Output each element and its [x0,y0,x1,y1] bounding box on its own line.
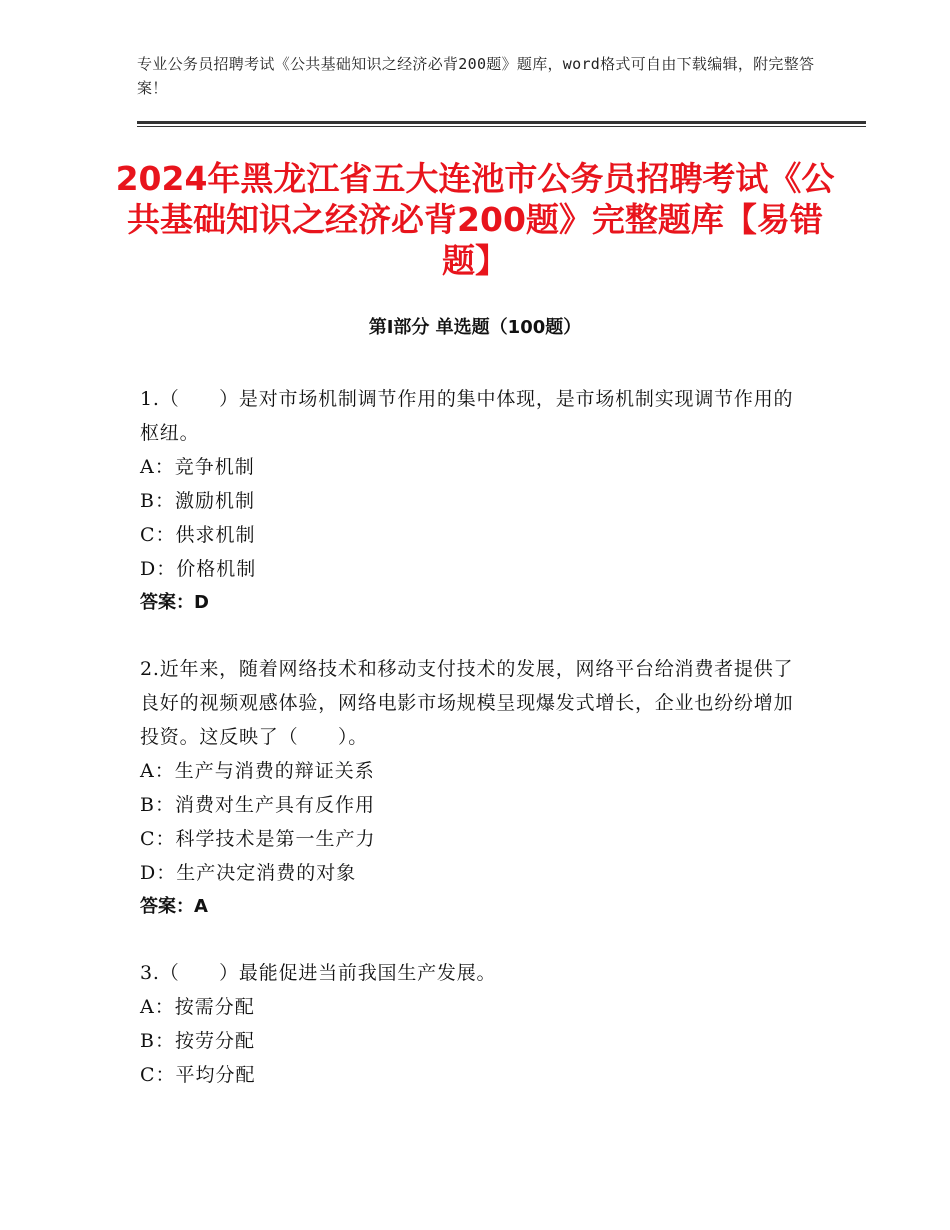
question-list [140,382,800,1124]
option-a: A：按需分配 [140,996,255,1018]
option-d: D：生产决定消费的对象 [140,862,357,884]
header-note: 专业公务员招聘考试《公共基础知识之经济必背200题》题库，word格式可自由下载编辑，附完整答案！ [137,55,815,97]
section-title: 第I部分 单选题（100题） [368,317,582,338]
question-2 [140,652,800,924]
header-divider-thick [137,121,866,124]
answer-label: 答案：D [140,592,209,613]
option-a: A：竞争机制 [140,456,255,478]
option-c: C：供求机制 [140,524,256,546]
question-stem: 1.（ ）是对市场机制调节作用的集中体现，是市场机制实现调节作用的枢纽。 [140,388,794,444]
question-1 [140,382,800,620]
option-b: B：消费对生产具有反作用 [140,794,375,816]
option-c: C：平均分配 [140,1064,256,1086]
option-a: A：生产与消费的辩证关系 [140,760,375,782]
answer-label: 答案：A [140,896,208,917]
question-stem: 3.（ ）最能促进当前我国生产发展。 [140,962,497,984]
option-d: D：价格机制 [140,558,257,580]
option-b: B：按劳分配 [140,1030,255,1052]
option-c: C：科学技术是第一生产力 [140,828,376,850]
option-b: B：激励机制 [140,490,255,512]
question-3 [140,956,800,1092]
header-divider-thin [137,126,866,127]
question-stem: 2.近年来，随着网络技术和移动支付技术的发展，网络平台给消费者提供了良好的视频观感体验，网络电影市场规模呈现爆发式增长，企业也纷纷增加投资。这反映了（ ）。 [140,658,794,748]
document-title: 2024年黑龙江省五大连池市公务员招聘考试《公共基础知识之经济必背200题》完整题库【易错题】 [115,159,835,280]
